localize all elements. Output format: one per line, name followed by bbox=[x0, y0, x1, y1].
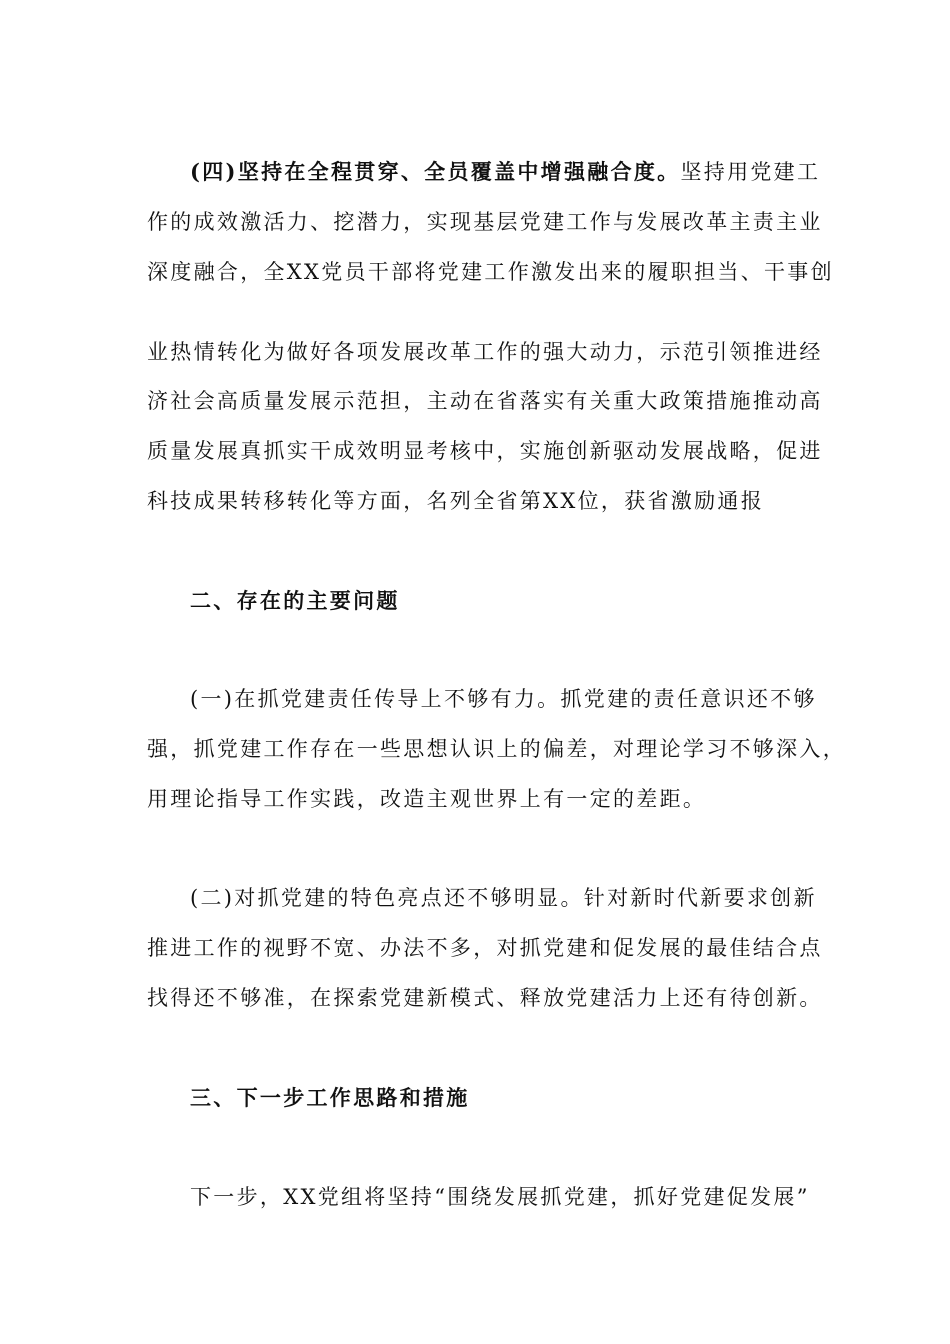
section-4-line-3: 深度融合，全XX党员干部将党建工作激发出来的履职担当、干事创 bbox=[147, 260, 834, 284]
part-2-item-2-line-3: 找得还不够准，在探索党建新模式、释放党建活力上还有待创新。 bbox=[147, 986, 823, 1010]
part-2-item-2-line-2: 推进工作的视野不宽、办法不多，对抓党建和促发展的最佳结合点 bbox=[147, 936, 823, 960]
part-3-title: 三、下一步工作思路和措施 bbox=[190, 1085, 470, 1110]
section-4-text-start: 坚持用党建工 bbox=[680, 160, 821, 184]
part-2-item-1-line-2: 强，抓党建工作存在一些思想认识上的偏差，对理论学习不够深入， bbox=[147, 737, 846, 761]
section-4-line-5: 济社会高质量发展示范担，主动在省落实有关重大政策措施推动高 bbox=[147, 389, 823, 413]
section-4-heading: (四)坚持在全程贯穿、全员覆盖中增强融合度。 bbox=[190, 159, 681, 184]
section-4-paragraph-line-1 bbox=[190, 157, 820, 187]
section-4-line-7: 科技成果转移转化等方面，名列全省第XX位，获省激励通报 bbox=[147, 489, 764, 513]
section-4-line-4: 业热情转化为做好各项发展改革工作的强大动力，示范引领推进经 bbox=[147, 340, 823, 364]
part-2-title: 二、存在的主要问题 bbox=[190, 588, 400, 613]
part-2-item-1-line-1: (一)在抓党建责任传导上不够有力。抓党建的责任意识还不够 bbox=[190, 687, 817, 711]
section-4-line-6: 质量发展真抓实干成效明显考核中，实施创新驱动发展战略，促进 bbox=[147, 439, 823, 463]
part-2-item-2-line-1: (二)对抓党建的特色亮点还不够明显。针对新时代新要求创新 bbox=[190, 886, 817, 910]
part-2-item-1-line-3: 用理论指导工作实践，改造主观世界上有一定的差距。 bbox=[147, 787, 707, 811]
part-3-line-1: 下一步，XX党组将坚持“围绕发展抓党建，抓好党建促发展” bbox=[190, 1185, 810, 1209]
section-4-line-2: 作的成效激活力、挖潜力，实现基层党建工作与发展改革主责主业 bbox=[147, 210, 823, 234]
